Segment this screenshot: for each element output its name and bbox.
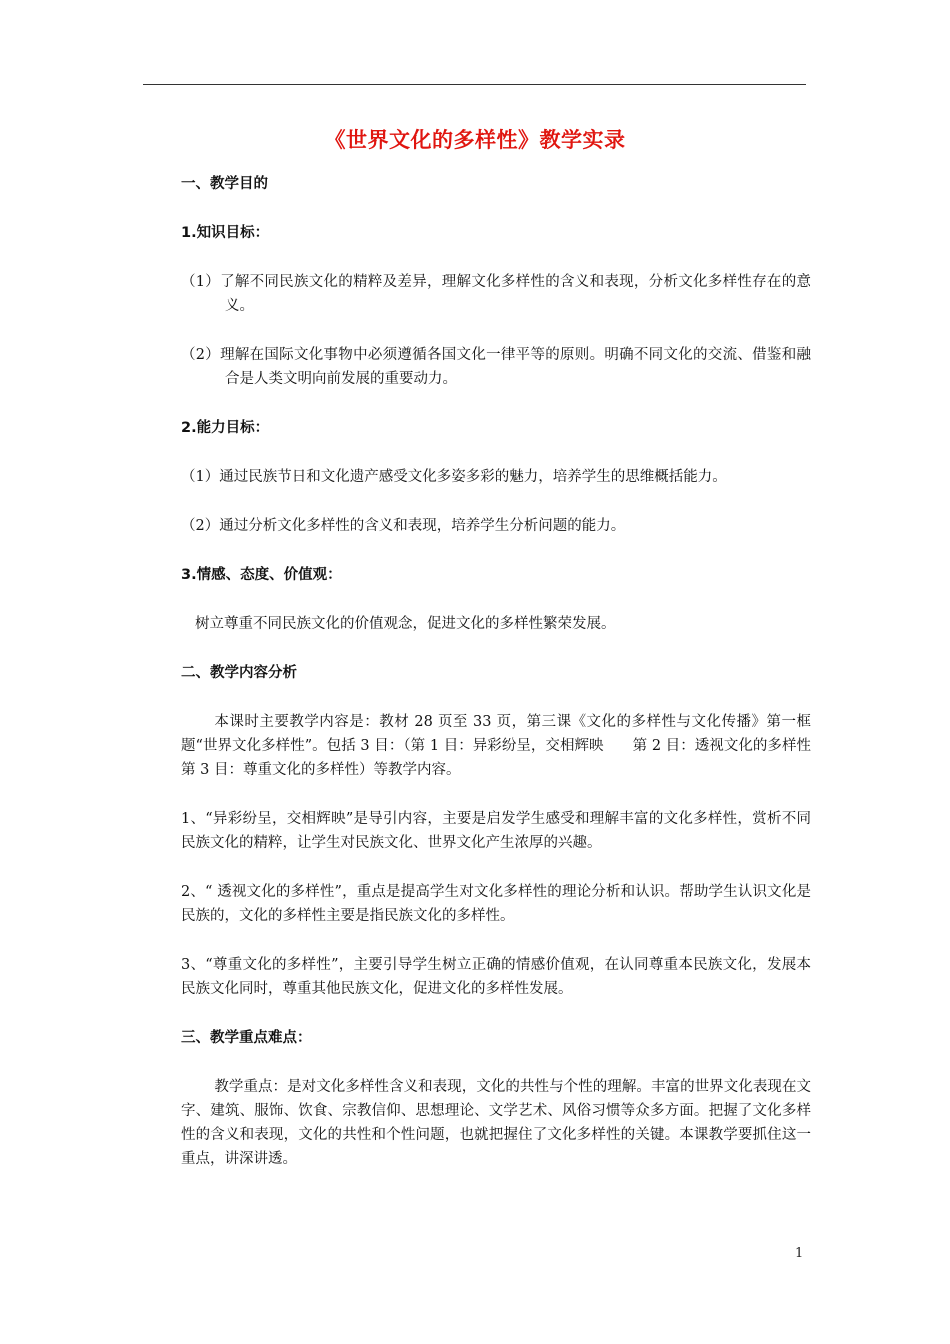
subheading-values-goals: 3.情感、态度、价值观： xyxy=(181,567,342,583)
document-title: 《世界文化的多样性》教学实录 xyxy=(324,128,626,152)
knowledge-goal-1: （1）了解不同民族文化的精粹及差异，理解文化多样性的含义和表现，分析文化多样性存在的意义。 xyxy=(181,274,811,314)
document-body xyxy=(181,172,826,1196)
subheading-knowledge-goals: 1.知识目标： xyxy=(181,225,270,241)
values-goal-text: 树立尊重不同民族文化的价值观念，促进文化的多样性繁荣发展。 xyxy=(195,616,616,632)
content-analysis-point-3: 3、“尊重文化的多样性”，主要引导学生树立正确的情感价值观，在认同尊重本民族文化，发展本民族文化同时，尊重其他民族文化，促进文化的多样性发展。 xyxy=(181,957,811,997)
section-heading-key-points: 三、教学重点难点： xyxy=(181,1030,312,1046)
knowledge-goal-2: （2）理解在国际文化事物中必须遵循各国文化一律平等的原则。明确不同文化的交流、借鉴和融合是人类文明向前发展的重要动力。 xyxy=(181,347,811,387)
page-number: 1 xyxy=(795,1246,804,1261)
ability-goal-2: （2）通过分析文化多样性的含义和表现，培养学生分析问题的能力。 xyxy=(181,518,626,534)
ability-goal-1: （1）通过民族节日和文化遗产感受文化多姿多彩的魅力，培养学生的思维概括能力。 xyxy=(181,469,727,485)
content-analysis-point-1: 1、“异彩纷呈，交相辉映”是导引内容，主要是启发学生感受和理解丰富的文化多样性，赏析不同民族文化的精粹，让学生对民族文化、世界文化产生浓厚的兴趣。 xyxy=(181,811,811,851)
subheading-ability-goals: 2.能力目标： xyxy=(181,420,270,436)
section-heading-objectives: 一、教学目的 xyxy=(181,176,268,192)
section-heading-content-analysis: 二、教学内容分析 xyxy=(181,665,297,681)
content-analysis-intro: 本课时主要教学内容是：教材 28 页至 33 页，第三课《文化的多样性与文化传播》第一框题“世界文化多样性”。包括 3 目：（第 1 目：异彩纷呈，交相辉映 第 2 目：透视文化的多样性 第 3 目：尊重文化的多样性）等教学内容。 xyxy=(181,714,826,778)
header-rule xyxy=(143,84,806,85)
key-points-text: 教学重点：是对文化多样性含义和表现，文化的共性与个性的理解。丰富的世界文化表现在文字、建筑、服饰、饮食、宗教信仰、思想理论、文学艺术、风俗习惯等众多方面。把握了文化多样性的含义和表现，文化的共性和个性问题，也就把握住了文化多样性的关键。本课教学要抓住这一重点，讲深讲透。 xyxy=(181,1079,811,1167)
content-analysis-point-2: 2、“ 透视文化的多样性”，重点是提高学生对文化多样性的理论分析和认识。帮助学生认识文化是民族的，文化的多样性主要是指民族文化的多样性。 xyxy=(181,884,811,924)
